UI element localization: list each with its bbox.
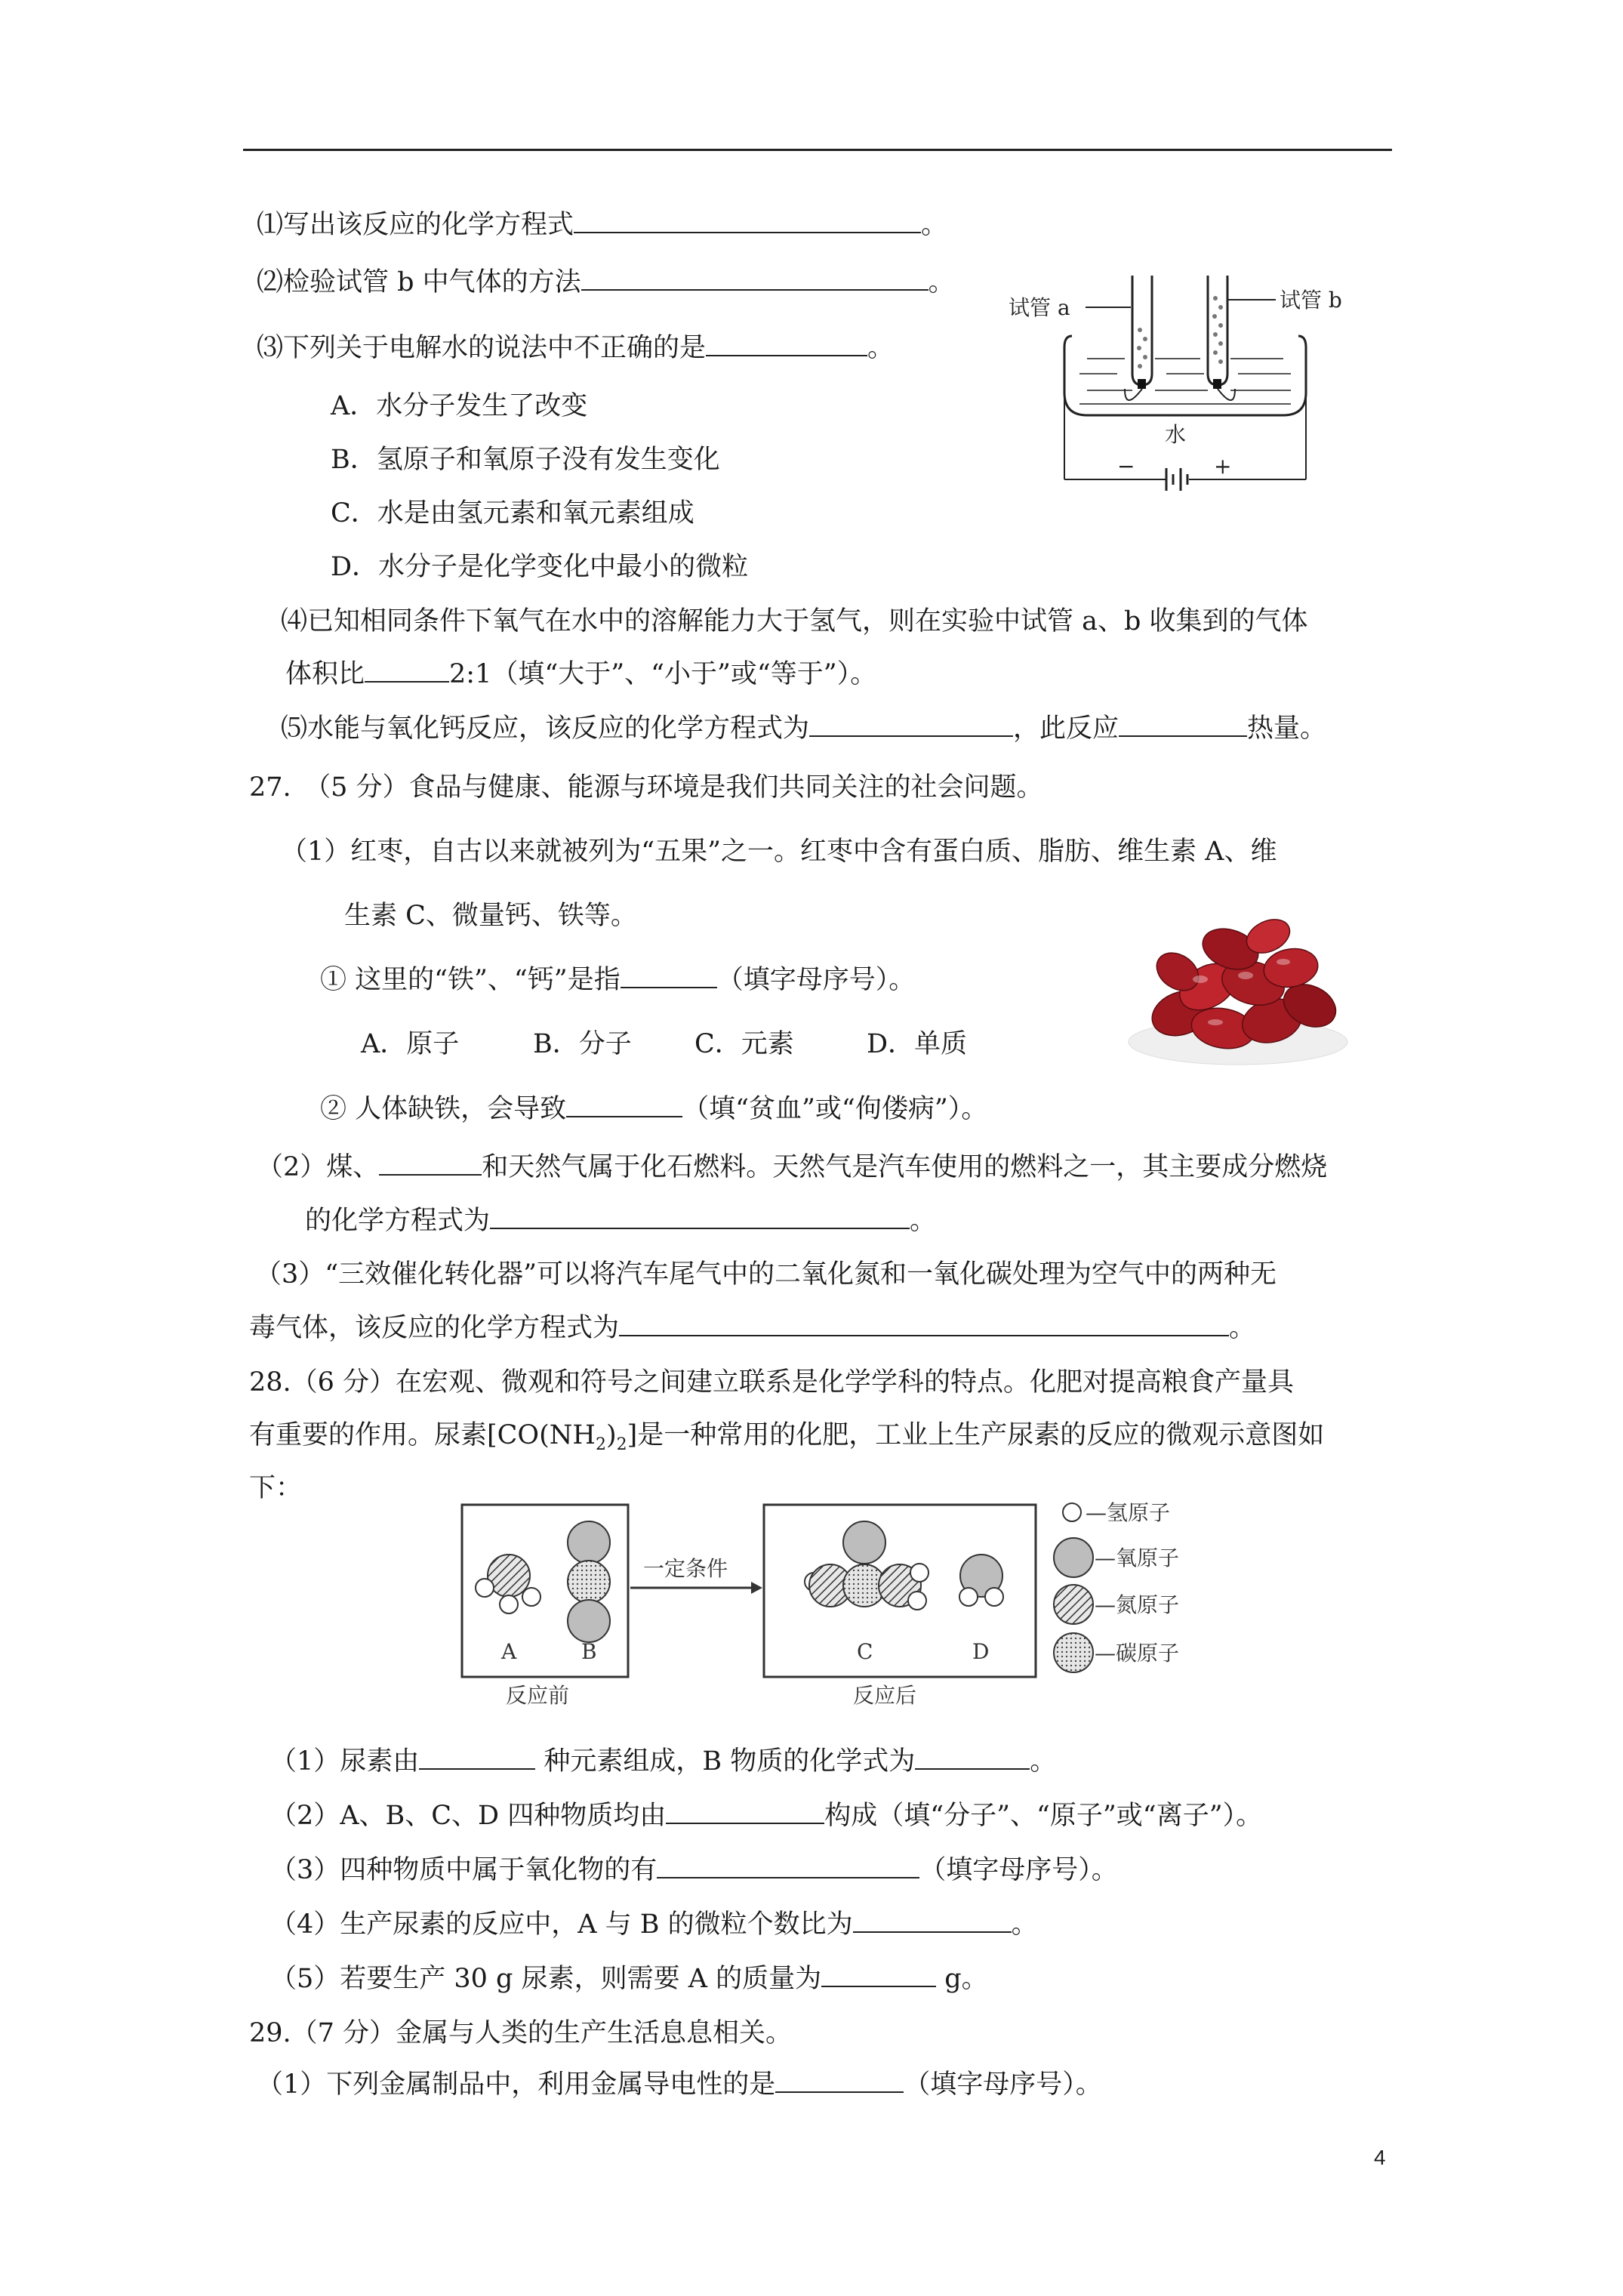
urea-reaction-diagram bbox=[453, 1491, 1223, 1718]
q26-option-c: C．水是由氢元素和氧元素组成 bbox=[331, 498, 694, 529]
answer-blank[interactable] bbox=[621, 963, 717, 988]
answer-blank[interactable] bbox=[853, 1907, 1012, 1933]
q26-part1: ⑴写出该反应的化学方程式 。 bbox=[257, 208, 947, 242]
q28-question5: （5）若要生产 30 g 尿素，则需要 A 的质量为 g。 bbox=[270, 1962, 988, 1996]
answer-blank[interactable] bbox=[666, 1798, 824, 1824]
legend-carbon: —碳原子 bbox=[1095, 1641, 1180, 1666]
header-rule bbox=[243, 149, 1392, 151]
q27-option-d: D．单质 bbox=[867, 1029, 968, 1059]
q28-question3: （3）四种物质中属于氧化物的有 （填字母序号）。 bbox=[270, 1853, 1118, 1888]
water-label: 水 bbox=[1165, 422, 1187, 447]
page-number: 4 bbox=[1374, 2146, 1386, 2169]
q27-part2-line1: （2）煤、 和天然气属于化石燃料。天然气是汽车使用的燃料之一，其主要成分燃烧 bbox=[257, 1150, 1327, 1185]
q26-part5: ⑸水能与氧化钙反应，该反应的化学方程式为 ，此反应 热量。 bbox=[281, 711, 1326, 746]
q28-title-line2: 有重要的作用。尿素$[CO(NH_2)_2]$是一种常用的化肥，工业上生产尿素的反应的微观示意图如 bbox=[249, 1420, 1325, 1454]
q27-option-a: A．原子 bbox=[361, 1029, 460, 1059]
answer-blank[interactable] bbox=[915, 1744, 1030, 1770]
q28-question2: （2）A、B、C、D 四种物质均由 构成（填“分子”、“原子”或“离子”）。 bbox=[270, 1798, 1262, 1833]
before-label: 反应前 bbox=[506, 1683, 570, 1708]
q27-part2-line2: 的化学方程式为 。 bbox=[305, 1203, 936, 1238]
q27-part3-line1: （3）“三效催化转化器”可以将汽车尾气中的二氧化氮和一氧化碳处理为空气中的两种无 bbox=[255, 1259, 1277, 1290]
legend-hydrogen: —氢原子 bbox=[1086, 1500, 1171, 1525]
label-b: B bbox=[581, 1639, 597, 1664]
answer-blank[interactable] bbox=[1119, 711, 1247, 737]
answer-blank[interactable] bbox=[706, 331, 867, 356]
q29-question1: （1）下列金属制品中，利用金属导电性的是 （填字母序号）。 bbox=[257, 2067, 1102, 2102]
q26-part3: ⑶下列关于电解水的说法中不正确的是 。 bbox=[257, 331, 894, 365]
q26-option-b: B．氢原子和氧原子没有发生变化 bbox=[331, 445, 720, 475]
q27-sub2: ② 人体缺铁，会导致 （填“贫血”或“佝偻病”）。 bbox=[320, 1092, 987, 1126]
plus-label: + bbox=[1214, 454, 1232, 479]
q26-part4-line1: ⑷已知相同条件下氧气在水中的溶解能力大于氢气，则在实验中试管 a、b 收集到的气体 bbox=[281, 606, 1308, 636]
red-dates-image bbox=[1125, 915, 1351, 1066]
answer-blank[interactable] bbox=[365, 657, 449, 683]
answer-blank[interactable] bbox=[619, 1311, 1229, 1336]
q26-part2: ⑵检验试管 b 中气体的方法 。 bbox=[257, 265, 955, 300]
q27-title: 27. （5 分）食品与健康、能源与环境是我们共同关注的社会问题。 bbox=[249, 772, 1043, 803]
answer-blank[interactable] bbox=[490, 1203, 910, 1229]
minus-label: − bbox=[1117, 454, 1135, 479]
answer-blank[interactable] bbox=[657, 1853, 919, 1878]
q26-option-a: A．水分子发生了改变 bbox=[331, 391, 588, 421]
answer-blank[interactable] bbox=[419, 1744, 535, 1770]
q29-title: 29.（7 分）金属与人类的生产生活息息相关。 bbox=[249, 2018, 793, 2048]
q28-question1: （1）尿素由 种元素组成，B 物质的化学式为 。 bbox=[270, 1744, 1056, 1779]
q26-part4-line2: 体积比 2:1（填“大于”、“小于”或“等于”）。 bbox=[285, 657, 876, 692]
electrolysis-diagram bbox=[1004, 260, 1342, 487]
q27-sub1: ① 这里的“铁”、“钙”是指 （填字母序号）。 bbox=[320, 963, 915, 997]
q27-part3-line2: 毒气体，该反应的化学方程式为 。 bbox=[249, 1311, 1255, 1345]
answer-blank[interactable] bbox=[574, 208, 921, 233]
q26-option-d: D．水分子是化学变化中最小的微粒 bbox=[331, 552, 749, 582]
tube-b-label: 试管 b bbox=[1280, 288, 1342, 313]
q28-question4: （4）生产尿素的反应中，A 与 B 的微粒个数比为 。 bbox=[270, 1907, 1038, 1942]
legend-oxygen: —氧原子 bbox=[1095, 1546, 1180, 1570]
q27-option-b: B．分子 bbox=[533, 1029, 632, 1059]
answer-blank[interactable] bbox=[821, 1962, 936, 1987]
legend-nitrogen: —氮原子 bbox=[1095, 1592, 1180, 1617]
answer-blank[interactable] bbox=[379, 1150, 482, 1176]
answer-blank[interactable] bbox=[566, 1092, 682, 1117]
q27-part1-line1: （1）红枣，自古以来就被列为“五果”之一。红枣中含有蛋白质、脂肪、维生素 A、维 bbox=[281, 837, 1277, 867]
after-label: 反应后 bbox=[853, 1683, 917, 1708]
answer-blank[interactable] bbox=[809, 711, 1013, 737]
answer-blank[interactable] bbox=[775, 2067, 904, 2093]
tube-a-label: 试管 a bbox=[1009, 295, 1070, 320]
q27-part1-line2: 生素 C、微量钙、铁等。 bbox=[344, 901, 637, 931]
q28-title-line1: 28.（6 分）在宏观、微观和符号之间建立联系是化学学科的特点。化肥对提高粮食产量具 bbox=[249, 1367, 1295, 1398]
arrow-condition-label: 一定条件 bbox=[643, 1556, 728, 1581]
label-a: A bbox=[501, 1639, 517, 1664]
label-c: C bbox=[857, 1639, 873, 1664]
label-d: D bbox=[972, 1639, 990, 1664]
q27-option-c: C．元素 bbox=[694, 1029, 794, 1059]
q28-title-line3: 下： bbox=[249, 1473, 303, 1503]
answer-blank[interactable] bbox=[581, 265, 929, 291]
